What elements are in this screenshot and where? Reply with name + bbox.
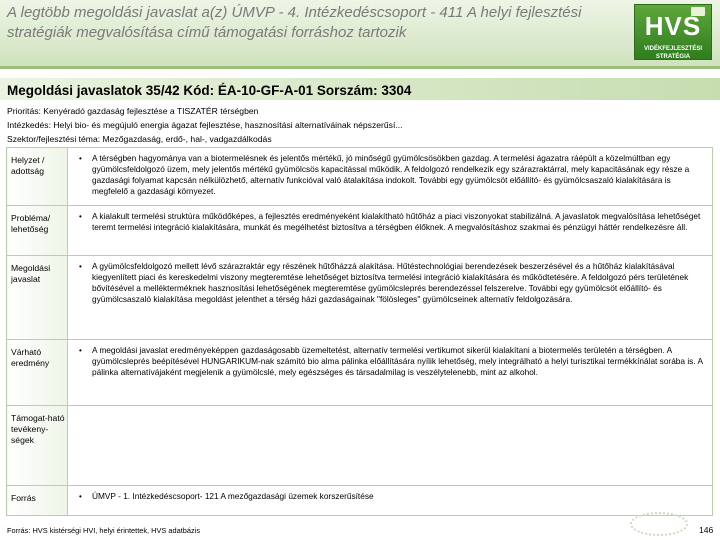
row-label: Várható eredmény xyxy=(11,347,50,368)
row-content-cell xyxy=(68,148,713,206)
page-number: 146 xyxy=(699,525,714,535)
header-banner xyxy=(0,0,720,66)
meta-szektor: Szektor/fejlesztési téma: Mezőgazdaság, erdő-, hal-, vadgazdálkodás xyxy=(7,134,272,144)
row-content-cell xyxy=(68,486,713,516)
table-row xyxy=(7,486,713,516)
bullet-icon: • xyxy=(79,154,82,163)
table-row xyxy=(7,256,713,340)
row-text: A gyümölcsfeldolgozó mellett lévő szárazraktár egy részének hűtőházzá alakítása. Hűtéstechnológiai berendezések beszerzésével és a hűtőház kialakításával kiegyenlített piaci és kereskedelmi viszony megteremtése lehetőséget biztosítva termelési integráció kialakítására és működtetésére. A feldolgozó pérs területének bővítésével a mellékterméknek hasznosítási lehetőségének megteremtése gyümölcsleprés berendezéssel felszerelve. További egy gyümölcsöt előállító- és gyümölcsaszaló kialakítása megoldást jelenthet a térség házi gazdaságainak "fölösleges" gyümölcseinek alternatív feldolgozására. xyxy=(92,261,689,304)
row-label-cell xyxy=(7,206,68,256)
bullet-icon: • xyxy=(79,346,82,355)
decorative-ring-icon xyxy=(630,512,688,536)
logo-tagline: VIDÉKFEJLESZTÉSI STRATÉGIA xyxy=(643,46,702,60)
row-content-cell xyxy=(68,406,713,486)
row-label: Megoldási javaslat xyxy=(11,263,51,284)
row-label-cell xyxy=(7,406,68,486)
bullet-icon: • xyxy=(79,492,82,501)
row-label: Helyzet / adottság xyxy=(11,155,45,176)
row-content-cell xyxy=(68,256,713,340)
table-row xyxy=(7,148,713,206)
solution-table xyxy=(6,147,713,516)
meta-prioritas: Prioritás: Kenyéradó gazdaság fejlesztése a TISZATÉR térségben xyxy=(7,106,259,116)
table-row xyxy=(7,206,713,256)
row-label: Probléma/ lehetőség xyxy=(11,213,51,234)
row-text: A kialakult termelési struktúra működőképes, a fejlesztés eredményeként kialakítható hűtőház a piaci viszonyokat stabilizálná. A javaslatok megvalósítása lehetőséget teremt termelési integráció kialakítására, munkát és megélhetést biztosítva a térségben élőknek. A megvalósításhoz szakmai és pénzügyi háttér rendelkezésre áll. xyxy=(92,211,701,232)
row-label-cell xyxy=(7,486,68,516)
table-row xyxy=(7,406,713,486)
row-text: ÚMVP - 1. Intézkedéscsoport- 121 A mezőgazdasági üzemek korszerűsítése xyxy=(92,491,374,501)
page-title: Megoldási javaslatok 35/42 Kód: ÉA-10-GF-A-01 Sorszám: 3304 xyxy=(7,83,412,98)
row-label-cell xyxy=(7,256,68,340)
row-label-cell xyxy=(7,340,68,406)
row-content-cell xyxy=(68,340,713,406)
logo-brand: HVS xyxy=(644,11,702,41)
row-label-cell xyxy=(7,148,68,206)
row-label: Támogat-ható tevékeny-ségek xyxy=(11,413,65,445)
page-header-title: A legtöbb megoldási javaslat a(z) ÚMVP - 4. Intézkedéscsoport - 411 A helyi fejlesztési stratégiák megvalósítása című támogatási forráshoz tartozik xyxy=(7,4,582,41)
header-divider xyxy=(0,66,720,69)
bullet-icon: • xyxy=(79,262,82,271)
footer-source: Forrás: HVS kistérségi HVI, helyi érintettek, HVS adatbázis xyxy=(7,526,201,535)
bullet-icon: • xyxy=(79,212,82,221)
row-text: A megoldási javaslat eredményeképpen gazdaságosabb üzemeltetést, alternatív termelési vertikumot sikerül kialakítani a biotermelés területén a térségben. A gyümölcsleprés beépítésével HUNGARIKUM-nak számító bio alma pálinka előállítására nyílik lehetőség, mely integrálható a helyi turisztikai termékkínálat sorába is. A pálinka alternatívájaként megjelenik a gyümölcslé, mely egészséges és társadalmilag is veszélytelenebb, mint az alkohol. xyxy=(92,345,703,377)
row-label: Forrás xyxy=(11,493,36,503)
row-content-cell xyxy=(68,206,713,256)
row-text: A térségben hagyománya van a biotermelésnek és jelentős mértékű, jó minőségű gyümölcsösökben gazdag. A termelési ágazatra ráépült a közelmúltban egy gyümölcsfeldolgozó üzem, mely jelentős mértékű gyümölcsös kapacitással működik. A feldolgozó rendelkezik egy szárazraktárral, mely kapacitásának egy része a gazdasági folyamat kapcsán nélkülözhető, alternatív funkcióval való átalakítása indokolt. További egy gyümölcsöt előállító- és gyümölcsaszaló kialakítására is megfelelő a gazdasági környezet. xyxy=(92,153,690,196)
hvs-logo xyxy=(634,4,712,60)
table-row xyxy=(7,340,713,406)
meta-intezkedes: Intézkedés: Helyi bio- és megújuló energia ágazat fejlesztése, hasznosítási alternatíváinak népszerűsí... xyxy=(7,120,403,130)
